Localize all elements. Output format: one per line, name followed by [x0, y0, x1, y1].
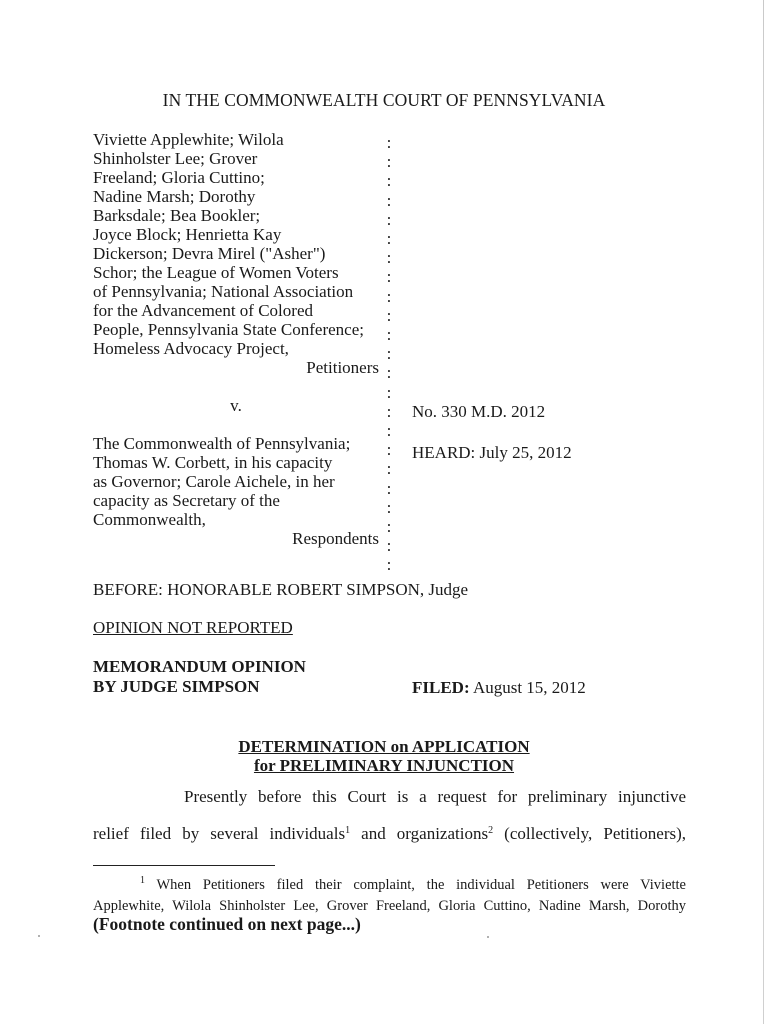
determination-line-2: for PRELIMINARY INJUNCTION: [253, 756, 515, 775]
respondent-line: Thomas W. Corbett, in his capacity: [93, 453, 333, 472]
versus-label: v.: [230, 396, 242, 415]
colon-separator: :: [386, 267, 392, 287]
petitioner-line: People, Pennsylvania State Conference;: [93, 320, 364, 339]
page-edge-line: [763, 0, 764, 1024]
petitioner-line: Schor; the League of Women Voters: [93, 263, 339, 282]
colon-separator: :: [386, 305, 392, 325]
footnote-number: 1: [140, 875, 145, 886]
body-line-2: [93, 824, 686, 844]
petitioner-line: Dickerson; Devra Mirel ("Asher"): [93, 244, 326, 263]
footnote-divider: [93, 865, 275, 866]
heard-date: HEARD: July 25, 2012: [412, 443, 572, 462]
colon-separator: :: [386, 248, 392, 268]
petitioner-line: Freeland; Gloria Cuttino;: [93, 168, 265, 187]
filed-date: August 15, 2012: [472, 678, 586, 697]
footnote-line-2: Applewhite, Wilola Shinholster Lee, Grover Freeland, Gloria Cuttino, Nadine Marsh, Dorothy: [93, 898, 686, 914]
respondent-line: Commonwealth,: [93, 510, 206, 529]
colon-separator: :: [386, 536, 392, 556]
petitioner-line: Joyce Block; Henrietta Kay: [93, 225, 282, 244]
filed-label: FILED:: [412, 678, 470, 697]
body-text-part: relief filed by several individuals: [93, 824, 346, 843]
colon-separator: :: [386, 517, 392, 537]
body-text-part: (collectively, Petitioners),: [493, 824, 687, 843]
docket-number: No. 330 M.D. 2012: [412, 402, 546, 421]
petitioner-line: Homeless Advocacy Project,: [93, 339, 289, 358]
colon-separator: :: [386, 401, 392, 421]
colon-separator: :: [386, 152, 392, 172]
scan-speck: [38, 935, 40, 937]
determination-heading: [0, 737, 768, 775]
petitioner-line: Barksdale; Bea Bookler;: [93, 206, 261, 225]
before-judge-line: BEFORE: HONORABLE ROBERT SIMPSON, Judge: [93, 580, 469, 599]
scan-speck: [487, 936, 489, 938]
colon-separator: :: [386, 325, 392, 345]
colon-separator: :: [386, 459, 392, 479]
footnote-continued-notice: (Footnote continued on next page...): [93, 914, 361, 934]
respondents-label: Respondents: [292, 529, 379, 548]
colon-separator: :: [386, 382, 392, 402]
colon-separator: :: [386, 440, 392, 460]
respondent-line: The Commonwealth of Pennsylvania;: [93, 434, 351, 453]
respondent-line: capacity as Secretary of the: [93, 491, 280, 510]
caption-colon-column: [385, 133, 393, 575]
respondent-line: as Governor; Carole Aichele, in her: [93, 472, 335, 491]
body-line-1: Presently before this Court is a request for preliminary injunctive: [184, 787, 686, 806]
colon-separator: :: [386, 344, 392, 364]
footnote-reference[interactable]: 2: [488, 825, 494, 836]
colon-separator: :: [386, 421, 392, 441]
petitioner-line: of Pennsylvania; National Association: [93, 282, 354, 301]
petitioner-line: for the Advancement of Colored: [93, 301, 313, 320]
footnote-text: When Petitioners filed their complaint, the individual Petitioners were Viviette: [145, 877, 686, 893]
colon-separator: :: [386, 478, 392, 498]
colon-separator: :: [386, 363, 392, 383]
petitioner-line: Viviette Applewhite; Wilola: [93, 130, 284, 149]
memorandum-heading: [93, 657, 306, 697]
colon-separator: :: [386, 133, 392, 152]
caption-parties: [93, 130, 379, 548]
colon-separator: :: [386, 171, 392, 191]
case-caption: [93, 130, 379, 548]
court-heading: IN THE COMMONWEALTH COURT OF PENNSYLVANIA: [162, 90, 606, 110]
colon-separator: :: [386, 209, 392, 229]
petitioners-label: Petitioners: [306, 358, 379, 377]
filed-date-line: [412, 678, 586, 698]
colon-separator: :: [386, 190, 392, 210]
colon-separator: :: [386, 286, 392, 306]
opinion-status: OPINION NOT REPORTED: [93, 618, 293, 637]
memorandum-title: MEMORANDUM OPINION: [93, 657, 306, 676]
footnote-reference[interactable]: 1: [345, 825, 351, 836]
memorandum-author: BY JUDGE SIMPSON: [93, 677, 260, 696]
colon-separator: :: [386, 555, 392, 575]
colon-separator: :: [386, 229, 392, 249]
determination-line-1: DETERMINATION on APPLICATION: [238, 737, 530, 756]
footnote-line-1: [93, 877, 686, 894]
petitioner-line: Shinholster Lee; Grover: [93, 149, 258, 168]
body-text-part: and organizations: [350, 824, 489, 843]
colon-separator: :: [386, 497, 392, 517]
petitioner-line: Nadine Marsh; Dorothy: [93, 187, 256, 206]
